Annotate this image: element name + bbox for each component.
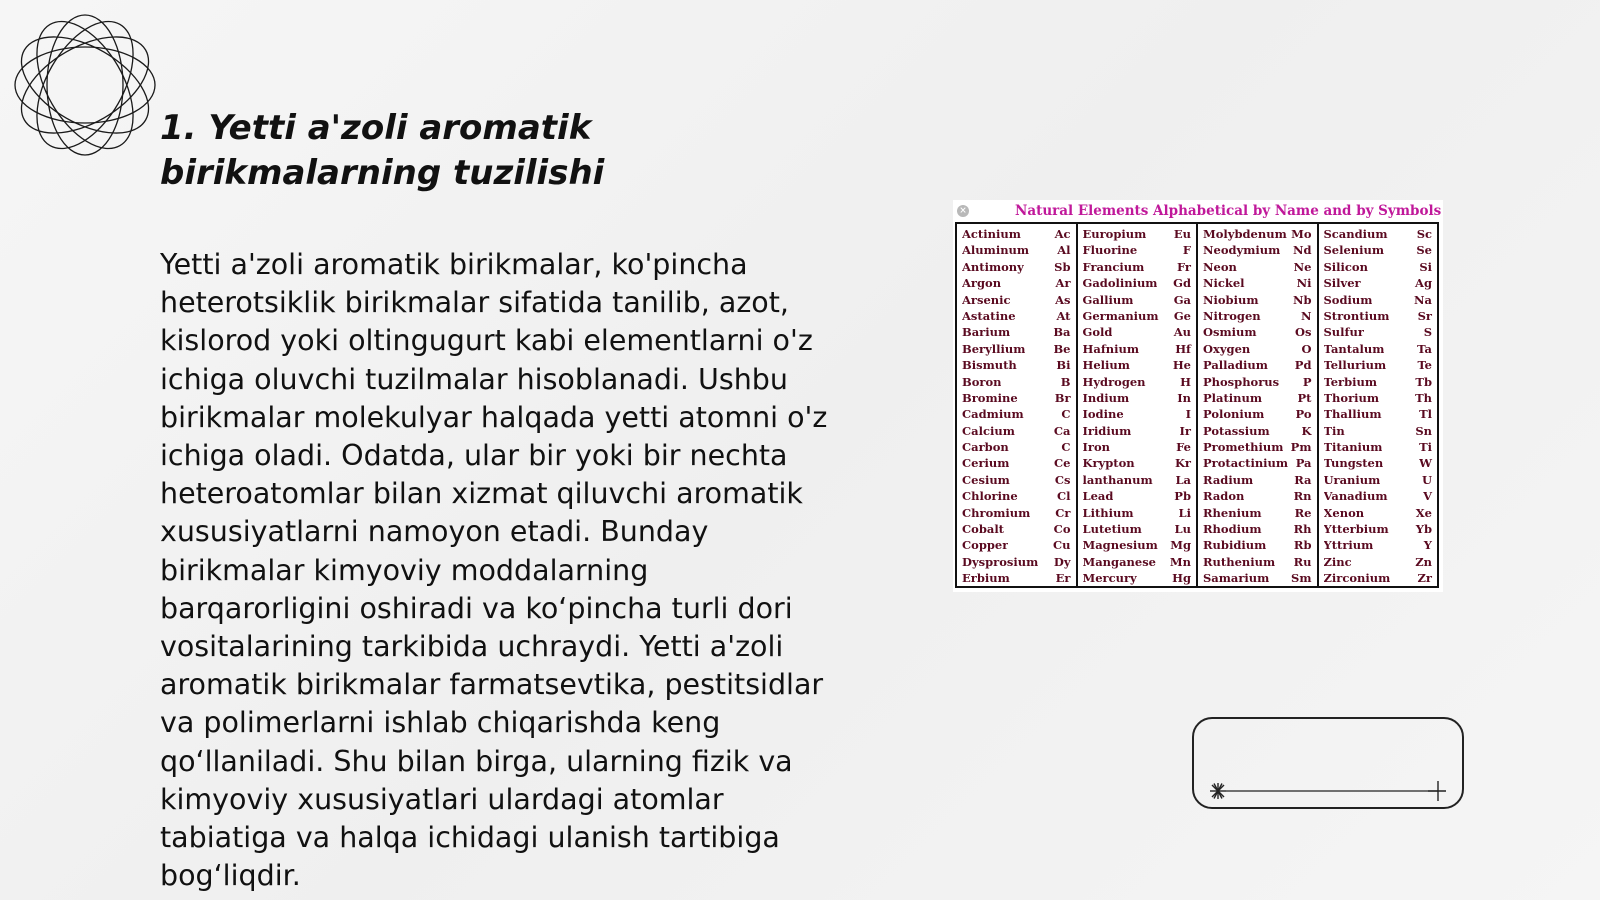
element-name: Silicon (1323, 259, 1368, 274)
element-name: Sodium (1323, 292, 1373, 307)
element-row (1078, 472, 1197, 488)
element-name: Nitrogen (1203, 308, 1261, 323)
element-row (1078, 357, 1197, 373)
element-row (1198, 570, 1317, 586)
element-symbol: S (1423, 325, 1432, 340)
element-row (1319, 423, 1438, 439)
element-symbol: Fr (1176, 259, 1191, 274)
element-row (1198, 488, 1317, 504)
element-name: Actinium (962, 227, 1021, 241)
element-row (1198, 554, 1317, 570)
element-name: Thallium (1323, 407, 1382, 422)
element-symbol: Ce (1054, 456, 1071, 471)
element-row (1198, 455, 1317, 471)
element-symbol: Mo (1291, 227, 1312, 241)
element-name: Ruthenium (1203, 554, 1276, 569)
element-name: Gadolinium (1082, 276, 1158, 291)
element-name: Cesium (962, 472, 1010, 487)
element-symbol: Na (1414, 292, 1432, 307)
element-name: Lithium (1082, 505, 1134, 520)
element-row (1078, 259, 1197, 275)
element-symbol: Kr (1174, 456, 1191, 471)
element-symbol: Te (1417, 358, 1432, 373)
element-name: Germanium (1082, 308, 1159, 323)
elements-column (1198, 224, 1319, 586)
element-name: Radium (1203, 472, 1254, 487)
element-name: Rhodium (1203, 522, 1262, 537)
element-name: Bismuth (962, 358, 1017, 373)
element-row (1198, 259, 1317, 275)
element-row (1319, 357, 1438, 373)
element-symbol: Ru (1293, 554, 1312, 569)
element-row (957, 308, 1076, 324)
element-row (1078, 341, 1197, 357)
element-symbol: Lu (1174, 522, 1191, 537)
element-symbol: Pt (1297, 390, 1312, 405)
element-symbol: Cs (1054, 472, 1071, 487)
element-row (957, 521, 1076, 537)
element-symbol: N (1300, 308, 1312, 323)
element-name: Potassium (1203, 423, 1270, 438)
element-name: Gallium (1082, 292, 1134, 307)
element-symbol: O (1301, 341, 1312, 356)
element-row (1198, 505, 1317, 521)
element-symbol: Ba (1053, 325, 1071, 340)
element-symbol: La (1175, 472, 1191, 487)
element-name: Mercury (1082, 571, 1137, 586)
element-row (957, 537, 1076, 553)
element-symbol: Zn (1415, 554, 1432, 569)
element-row (957, 259, 1076, 275)
element-row (1319, 374, 1438, 390)
element-symbol: Tb (1415, 374, 1432, 389)
element-name: Arsenic (962, 292, 1011, 307)
element-row (1198, 292, 1317, 308)
element-symbol: Mn (1169, 554, 1191, 569)
element-symbol: Dy (1053, 554, 1071, 569)
element-row (957, 374, 1076, 390)
element-name: Cerium (962, 456, 1010, 471)
element-row (1319, 406, 1438, 422)
element-symbol: Bi (1056, 358, 1071, 373)
element-name: Yttrium (1323, 538, 1374, 553)
element-row (1078, 554, 1197, 570)
element-row (1319, 242, 1438, 258)
element-row (1078, 488, 1197, 504)
element-symbol: Gd (1173, 276, 1191, 291)
element-row (1078, 324, 1197, 340)
element-symbol: U (1421, 472, 1432, 487)
element-name: Iridium (1082, 423, 1132, 438)
element-row (1078, 374, 1197, 390)
element-name: Rhenium (1203, 505, 1262, 520)
element-name: Erbium (962, 571, 1010, 586)
element-name: Krypton (1082, 456, 1135, 471)
element-name: Rubidium (1203, 538, 1267, 553)
element-name: Iron (1082, 440, 1110, 455)
element-name: Zinc (1323, 554, 1352, 569)
element-name: Vanadium (1323, 489, 1388, 504)
element-name: Platinum (1203, 390, 1263, 405)
element-row (957, 390, 1076, 406)
element-row (1198, 537, 1317, 553)
elements-column (957, 224, 1078, 586)
element-symbol: Ca (1053, 423, 1071, 438)
element-row (1319, 537, 1438, 553)
element-name: Sulfur (1323, 325, 1364, 340)
element-name: Carbon (962, 440, 1009, 455)
element-row (1198, 324, 1317, 340)
element-row (1319, 341, 1438, 357)
element-row (1319, 472, 1438, 488)
element-name: Indium (1082, 390, 1130, 405)
element-row (1078, 455, 1197, 471)
element-name: Bromine (962, 390, 1018, 405)
element-row (957, 275, 1076, 291)
element-row (957, 472, 1076, 488)
element-row (957, 455, 1076, 471)
element-row (1198, 472, 1317, 488)
element-name: Francium (1082, 259, 1145, 274)
element-symbol: Eu (1173, 227, 1191, 241)
element-row (957, 488, 1076, 504)
element-row (1198, 275, 1317, 291)
elements-table-title: Natural Elements Alphabetical by Name and by Symbols (1015, 203, 1442, 219)
element-row (1078, 423, 1197, 439)
element-symbol: Al (1057, 243, 1071, 258)
element-symbol: Pb (1174, 489, 1191, 504)
element-row (1198, 521, 1317, 537)
element-row (957, 505, 1076, 521)
element-row (1078, 242, 1197, 258)
element-name: Neodymium (1203, 243, 1281, 258)
element-symbol: Rb (1293, 538, 1312, 553)
element-symbol: Pa (1295, 456, 1312, 471)
element-row (1078, 308, 1197, 324)
element-symbol: Yb (1415, 522, 1432, 537)
element-name: Astatine (962, 308, 1016, 323)
element-name: Nickel (1203, 276, 1245, 291)
element-name: Aluminum (962, 243, 1030, 258)
element-symbol: Sm (1291, 571, 1312, 586)
element-symbol: Ra (1294, 472, 1312, 487)
element-name: Terbium (1323, 374, 1378, 389)
callout-line (1208, 781, 1448, 801)
element-symbol: Ag (1415, 276, 1432, 291)
element-name: lanthanum (1082, 472, 1153, 487)
element-symbol: Ge (1173, 308, 1191, 323)
element-name: Lead (1082, 489, 1114, 504)
element-row (1319, 226, 1438, 242)
element-row (1319, 521, 1438, 537)
element-row (1198, 423, 1317, 439)
element-symbol: Sb (1054, 259, 1071, 274)
slide-title: 1. Yetti a'zoli aromatik birikmalarning tuzilishi (160, 108, 605, 193)
element-symbol: W (1419, 456, 1432, 471)
element-name: Iodine (1082, 407, 1124, 422)
element-name: Europium (1082, 227, 1147, 241)
element-symbol: Po (1295, 407, 1312, 422)
element-row (1319, 554, 1438, 570)
element-row (1198, 439, 1317, 455)
element-symbol: Sn (1415, 423, 1432, 438)
element-symbol: He (1172, 358, 1191, 373)
element-row (1198, 406, 1317, 422)
element-symbol: P (1302, 374, 1312, 389)
element-symbol: Si (1419, 259, 1432, 274)
element-symbol: C (1061, 440, 1071, 455)
element-symbol: K (1301, 423, 1312, 438)
element-name: Tantalum (1323, 341, 1385, 356)
element-symbol: Os (1295, 325, 1312, 340)
element-row (1078, 406, 1197, 422)
element-symbol: Au (1173, 325, 1191, 340)
element-name: Lutetium (1082, 522, 1142, 537)
element-row (1319, 390, 1438, 406)
element-symbol: Ga (1173, 292, 1191, 307)
element-name: Thorium (1323, 390, 1380, 405)
element-row (1319, 455, 1438, 471)
element-row (957, 226, 1076, 242)
element-symbol: Be (1053, 341, 1071, 356)
element-symbol: Ni (1296, 276, 1312, 291)
element-row (1078, 439, 1197, 455)
element-name: Cadmium (962, 407, 1024, 422)
element-name: Beryllium (962, 341, 1026, 356)
element-name: Strontium (1323, 308, 1390, 323)
element-row (1319, 570, 1438, 586)
element-symbol: Ne (1293, 259, 1312, 274)
element-symbol: Rn (1293, 489, 1312, 504)
element-symbol: H (1180, 374, 1191, 389)
element-symbol: Nd (1292, 243, 1312, 258)
element-symbol: Ac (1054, 227, 1071, 241)
element-symbol: Cu (1052, 538, 1071, 553)
body-paragraph: Yetti a'zoli aromatik birikmalar, ko'pincha heterotsiklik birikmalar sifatida tanilib, azot, kislorod yoki oltingugurt kabi elementlarni o'z ichiga oluvchi tuzilmalar hisoblanadi. Ushbu birikmalar molekulyar halqada yetti atomni o'z ichiga oladi. Odatda, ular bir yoki bir nechta heteroatomlar bilan xizmat qiluvchi aromatik xususiyatlarni namoyon etadi. Bunday birikmalar kimyoviy moddalarning barqarorligini oshiradi va ko‘pincha turli dori vositalarining tarkibida uchraydi. Yetti a'zoli aromatik birikmalar farmatsevtika, pestitsidlar va polimerlarni ishlab chiqarishda keng qo‘llaniladi. Shu bilan birga, ularning fizik va kimyoviy xususiyatlari ulardagi atomlar tabiatiga va halqa ichidagi ulanish tartibiga bog‘liqdir. (160, 248, 828, 893)
element-symbol: V (1423, 489, 1432, 504)
element-symbol: Xe (1415, 505, 1432, 520)
element-row (1319, 259, 1438, 275)
element-name: Samarium (1203, 571, 1270, 586)
element-symbol: Ti (1419, 440, 1432, 455)
element-name: Dysprosium (962, 554, 1039, 569)
element-row (1078, 292, 1197, 308)
element-name: Titanium (1323, 440, 1383, 455)
element-name: Chromium (962, 505, 1031, 520)
element-symbol: Cl (1056, 489, 1071, 504)
element-name: Fluorine (1082, 243, 1138, 258)
element-name: Polonium (1203, 407, 1265, 422)
element-symbol: B (1060, 374, 1071, 389)
element-symbol: C (1061, 407, 1071, 422)
elements-table-header (953, 200, 1443, 222)
element-symbol: Co (1053, 522, 1071, 537)
callout-box (1192, 717, 1464, 809)
element-symbol: I (1185, 407, 1191, 422)
element-symbol: Tl (1419, 407, 1432, 422)
sparkle-icon (1428, 781, 1446, 801)
element-symbol: Cr (1055, 505, 1071, 520)
element-name: Scandium (1323, 227, 1388, 241)
element-row (957, 357, 1076, 373)
element-symbol: Ar (1055, 276, 1071, 291)
element-symbol: Mg (1170, 538, 1191, 553)
element-row (1319, 324, 1438, 340)
element-name: Gold (1082, 325, 1113, 340)
element-name: Boron (962, 374, 1002, 389)
element-row (957, 439, 1076, 455)
element-name: Radon (1203, 489, 1245, 504)
element-name: Ytterbium (1323, 522, 1389, 537)
element-symbol: Pd (1294, 358, 1312, 373)
element-name: Promethium (1203, 440, 1284, 455)
element-row (1319, 275, 1438, 291)
element-symbol: Rh (1293, 522, 1312, 537)
element-symbol: Re (1294, 505, 1312, 520)
element-name: Hafnium (1082, 341, 1140, 356)
element-symbol: In (1177, 390, 1191, 405)
element-name: Hydrogen (1082, 374, 1146, 389)
element-name: Uranium (1323, 472, 1381, 487)
element-row (957, 341, 1076, 357)
element-row (1078, 537, 1197, 553)
element-symbol: Nb (1292, 292, 1312, 307)
element-symbol: F (1182, 243, 1191, 258)
element-symbol: Y (1423, 538, 1432, 553)
element-name: Xenon (1323, 505, 1365, 520)
element-row (957, 554, 1076, 570)
element-row (1198, 374, 1317, 390)
element-row (1078, 505, 1197, 521)
element-name: Magnesium (1082, 538, 1158, 553)
element-name: Protactinium (1203, 456, 1289, 471)
element-row (1198, 242, 1317, 258)
element-name: Osmium (1203, 325, 1257, 340)
element-symbol: Sr (1417, 308, 1432, 323)
element-symbol: Se (1416, 243, 1432, 258)
starburst-icon (1210, 783, 1226, 799)
elements-column (1319, 224, 1438, 586)
element-symbol: At (1056, 308, 1071, 323)
element-symbol: Er (1055, 571, 1071, 586)
element-name: Chlorine (962, 489, 1018, 504)
element-row (1078, 275, 1197, 291)
element-name: Molybdenum (1203, 227, 1287, 241)
element-row (1198, 357, 1317, 373)
element-row (1198, 390, 1317, 406)
element-name: Tellurium (1323, 358, 1387, 373)
element-row (957, 423, 1076, 439)
elements-table-image (953, 200, 1443, 592)
element-name: Neon (1203, 259, 1237, 274)
element-row (1198, 308, 1317, 324)
element-name: Tin (1323, 423, 1345, 438)
element-symbol: Hf (1175, 341, 1191, 356)
element-name: Manganese (1082, 554, 1157, 569)
element-name: Antimony (962, 259, 1024, 274)
element-row (1078, 390, 1197, 406)
element-row (957, 570, 1076, 586)
element-name: Niobium (1203, 292, 1259, 307)
element-name: Copper (962, 538, 1009, 553)
element-name: Oxygen (1203, 341, 1251, 356)
element-name: Palladium (1203, 358, 1268, 373)
element-name: Zirconium (1323, 571, 1391, 586)
element-row (957, 406, 1076, 422)
element-name: Argon (962, 276, 1002, 291)
element-name: Silver (1323, 276, 1361, 291)
element-name: Barium (962, 325, 1011, 340)
element-symbol: Br (1054, 390, 1071, 405)
element-symbol: As (1055, 292, 1071, 307)
close-icon: × (957, 205, 969, 217)
element-row (1198, 226, 1317, 242)
element-row (1078, 570, 1197, 586)
element-row (1078, 521, 1197, 537)
element-symbol: Ir (1179, 423, 1191, 438)
element-name: Calcium (962, 423, 1015, 438)
element-row (957, 242, 1076, 258)
rosette-icon (10, 10, 160, 160)
element-row (957, 292, 1076, 308)
element-symbol: Li (1178, 505, 1191, 520)
element-name: Phosphorus (1203, 374, 1280, 389)
elements-column (1078, 224, 1199, 586)
element-row (1319, 505, 1438, 521)
element-row (1319, 439, 1438, 455)
element-row (1078, 226, 1197, 242)
element-symbol: Hg (1172, 571, 1191, 586)
element-symbol: Pm (1290, 440, 1312, 455)
element-name: Helium (1082, 358, 1130, 373)
element-symbol: Fe (1176, 440, 1191, 455)
element-symbol: Th (1415, 390, 1432, 405)
element-name: Tungsten (1323, 456, 1384, 471)
element-row (1319, 308, 1438, 324)
element-symbol: Zr (1417, 571, 1432, 586)
elements-table-grid (955, 222, 1439, 588)
element-row (957, 324, 1076, 340)
element-row (1319, 488, 1438, 504)
element-name: Cobalt (962, 522, 1004, 537)
element-symbol: Ta (1417, 341, 1432, 356)
element-symbol: Sc (1416, 227, 1432, 241)
element-row (1319, 292, 1438, 308)
element-name: Selenium (1323, 243, 1385, 258)
element-row (1198, 341, 1317, 357)
